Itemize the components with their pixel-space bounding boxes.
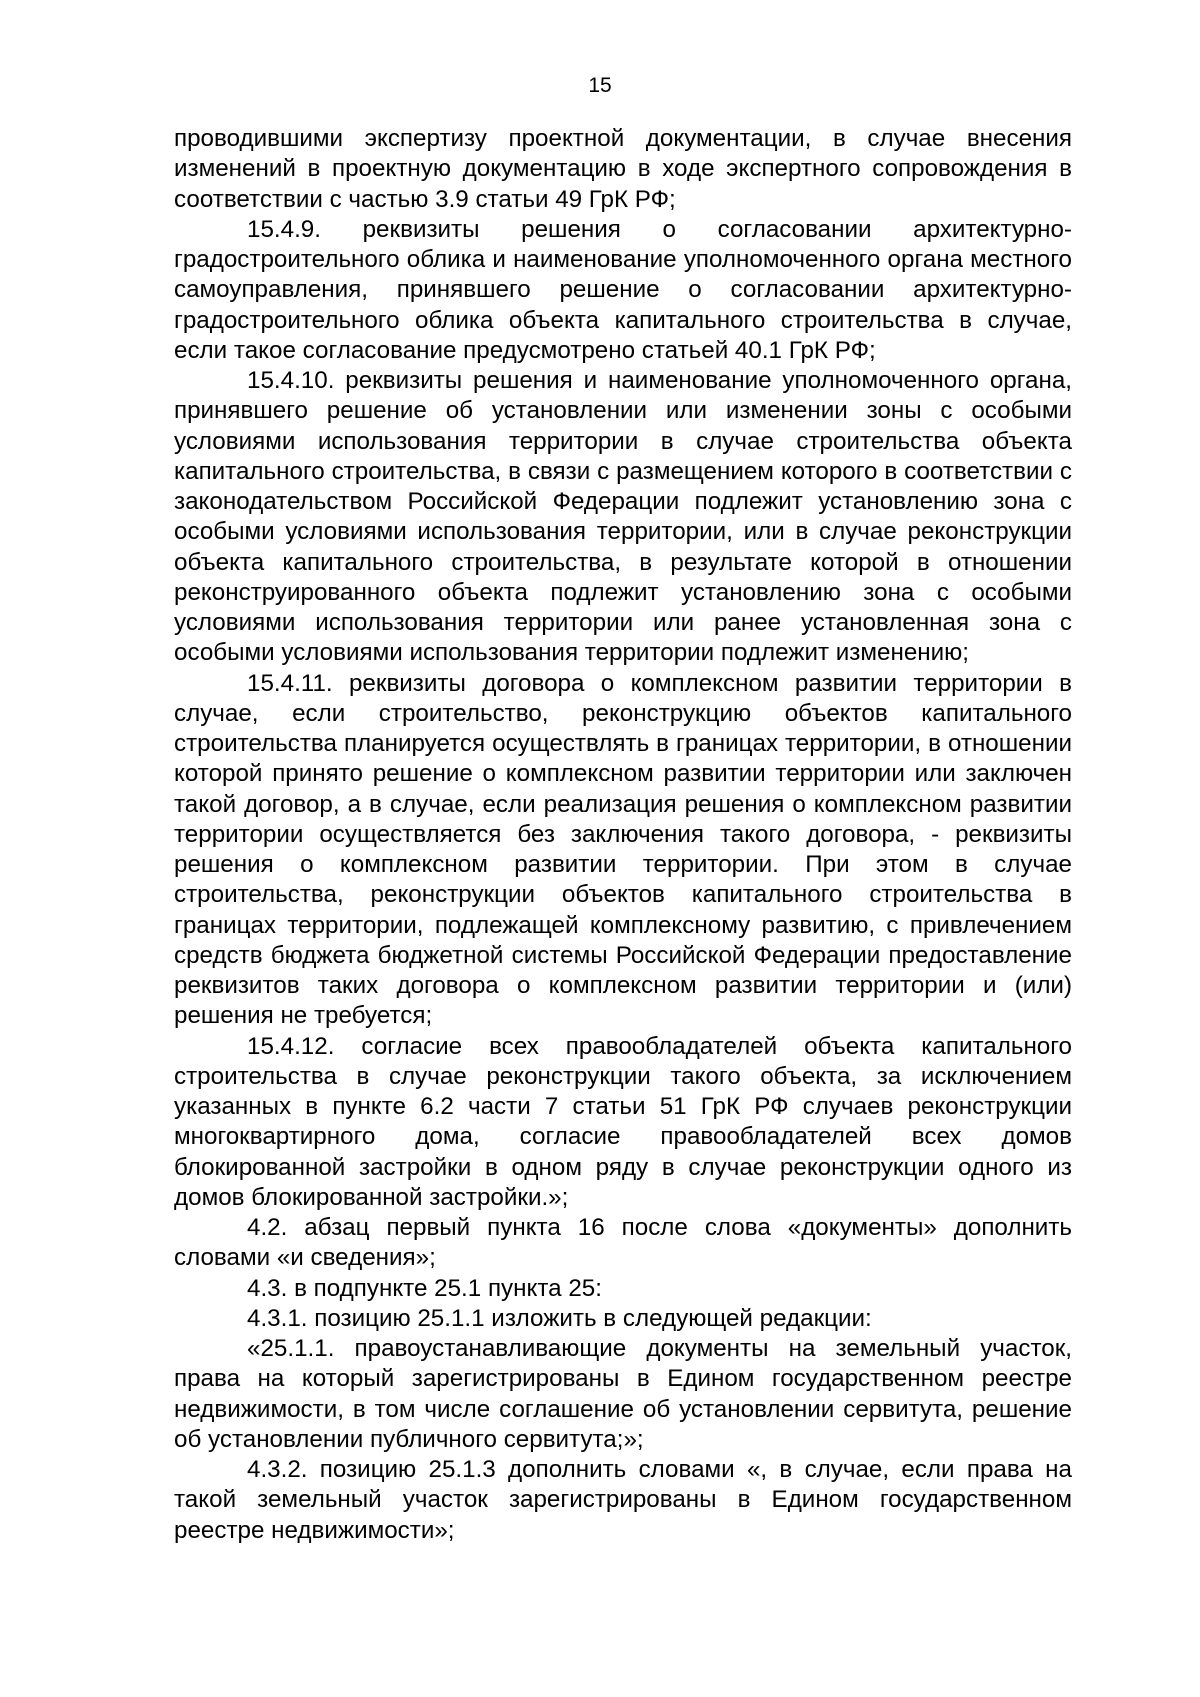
paragraph-4-2: 4.2. абзац первый пункта 16 после слова «документы» дополнить словами «и сведения»; [174, 1214, 1072, 1272]
paragraph-15-4-12: 15.4.12. согласие всех правообладателей объекта капитального строительства в случае реконструкции такого объекта, за исключением указанных в пункте 6.2 части 7 статьи 51 ГрК РФ случаев реконструкции многоквартирного дома, согласие правообладателей всех домов блокированной застройки в одном ряду в случае реконструкции одного из домов блокированной застройки.»; [174, 1032, 1072, 1211]
paragraph-4-3-2: 4.3.2. позицию 25.1.3 дополнить словами «, в случае, если права на такой земельный участок зарегистрированы в Едином государственном реестре недвижимости»; [174, 1456, 1072, 1544]
paragraph-25-1-1-quote: «25.1.1. правоустанавливающие документы на земельный участок, права на который зарегистрированы в Едином государственном реестре недвижимости, в том числе соглашение об установлении сервитута, решение об установлении публичного сервитута;»; [174, 1335, 1072, 1453]
document-body [174, 124, 1072, 1546]
paragraph-continuation: проводившими экспертизу проектной документации, в случае внесения изменений в проектную документацию в ходе экспертного сопровождения в соответствии с частью 3.9 статьи 49 ГрК РФ; [174, 125, 1072, 213]
page-number: 15 [588, 74, 612, 97]
paragraph-4-3-1: 4.3.1. позицию 25.1.1 изложить в следующей редакции: [247, 1304, 872, 1332]
paragraph-15-4-9: 15.4.9. реквизиты решения о согласовании архитектурно-градостроительного облика и наименование уполномоченного органа местного самоуправления, принявшего решение о согласовании архитектурно-градостроительного облика объекта капитального строительства в случае, если такое согласование предусмотрено статьей 40.1 ГрК РФ; [174, 215, 1072, 364]
paragraph-15-4-10: 15.4.10. реквизиты решения и наименование уполномоченного органа, принявшего решение об установлении или изменении зоны с особыми условиями использования территории в случае строительства объекта капитального строительства, в связи с размещением которого в соответствии с законодательством Российской Федерации подлежит установлению зона с особыми условиями использования территории, или в случае реконструкции объекта капитального строительства, в результате которой в отношении реконструированного объекта подлежит установлению зона с особыми условиями использования территории или ранее установленная зона с особыми условиями использования территории подлежит изменению; [174, 367, 1072, 667]
paragraph-4-3: 4.3. в подпункте 25.1 пункта 25: [247, 1274, 602, 1302]
paragraph-15-4-11: 15.4.11. реквизиты договора о комплексном развитии территории в случае, если строительство, реконструкцию объектов капитального строительства планируется осуществлять в границах территории, в отношении которой принято решение о комплексном развитии территории или заключен такой договор, а в случае, если реализация решения о комплексном развитии территории осуществляется без заключения такого договора, - реквизиты решения о комплексном развитии территории. При этом в случае строительства, реконструкции объектов капитального строительства в границах территории, подлежащей комплексному развитию, с привлечением средств бюджета бюджетной системы Российской Федерации предоставление реквизитов таких договора о комплексном развитии территории и (или) решения не требуется; [174, 669, 1072, 1030]
